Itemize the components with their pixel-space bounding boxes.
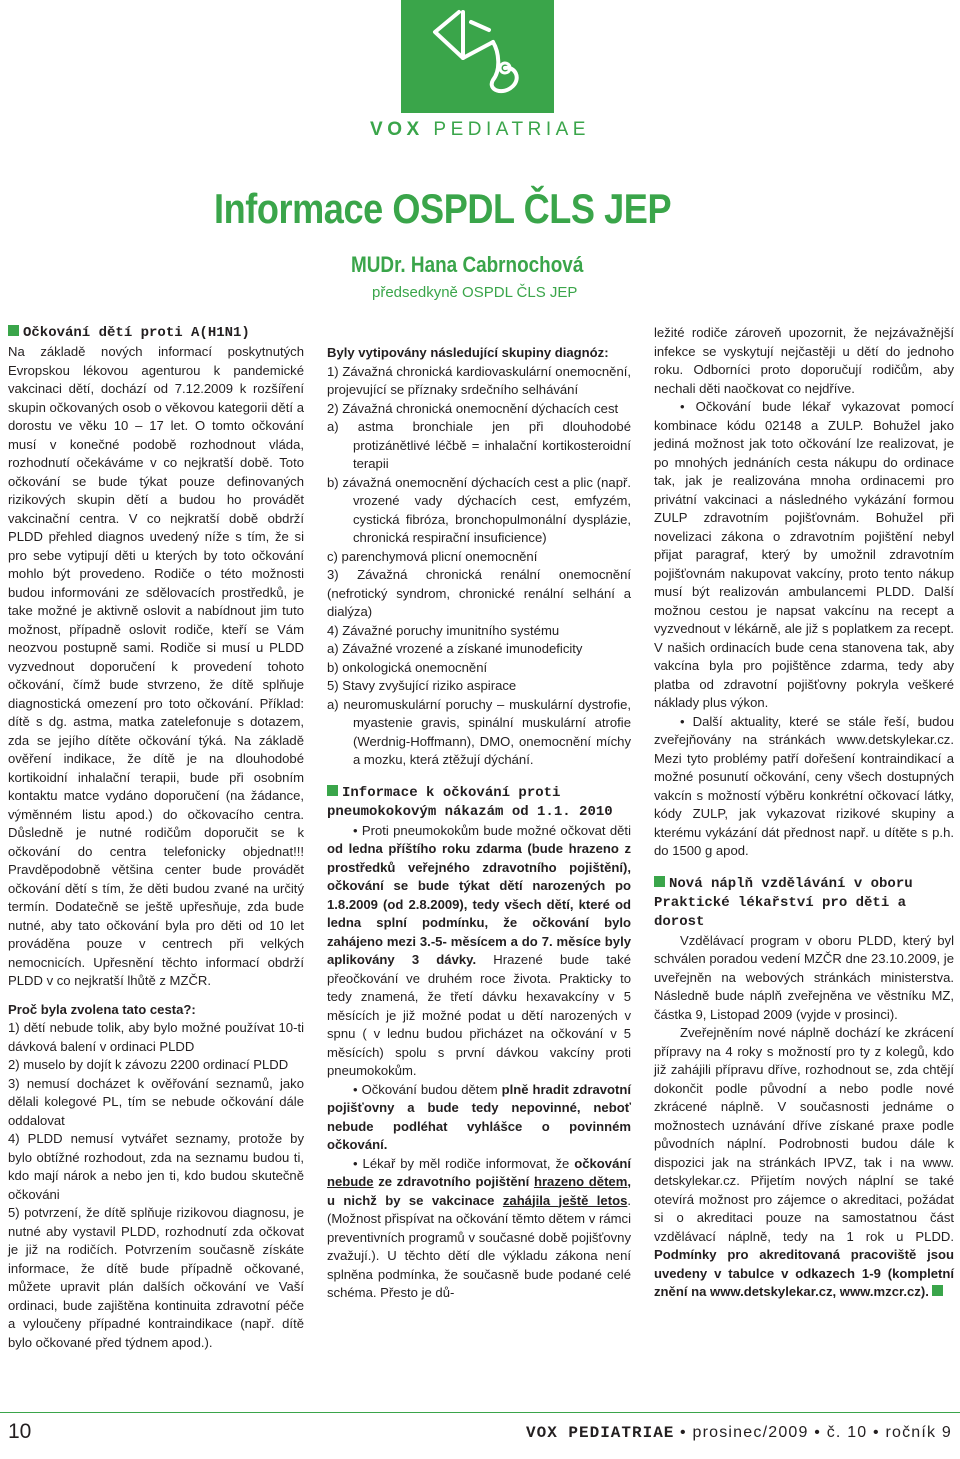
why-heading: Proč byla zvolena tato cesta?:: [8, 1001, 196, 1017]
pneumo-paragraph-3: • Lékař by měl rodiče informovat, že očkování nebude ze zdravotního pojištění hrazeno dětem, u nichž by se vakcinace zahájila ještě letos. (Možnost přispívat na očkování těmto dětem v rámci preventivních programů v současné době pojišťovny zvažují.). U těchto dětí dle výkladu zákona není splněna podmínka, že současně bude podané celé schéma. Přesto je dů-: [327, 1155, 631, 1303]
logo: [401, 0, 554, 113]
section-heading-h1n1: Očkování dětí proti A(H1N1): [8, 324, 304, 343]
page-footer: [0, 1410, 960, 1459]
diag-item: b) závažná onemocnění dýchacích cest a plic (např. vrozené vady dýchacích cest, emfyzém, cystická fibróza, bronchopulmonální dysplázie, chronická respirační insuficience): [327, 474, 631, 545]
diag-item: a) neuromuskulární poruchy – muskulární dystrofie, myastenie gravis, spinální muskulární atrofie (Werdnig-Hoffmann), DMO, onemocnění míchy a mozku, která ztěžují dýchání.: [327, 696, 631, 767]
pneumo-paragraph-2: • Očkování budou dětem plně hradit zdravotní pojišťovny a bude tedy nepovinné, neboť nebude podléhat vyhlášce o povinném očkování.: [327, 1081, 631, 1155]
education-paragraph-2: Zveřejněním nové náplně dochází ke zkrácení přípravy na 4 roky s možností pro ty z kolegů, kdo již zahájili přípravu dříve, rozhodnout se, zda chtějí dokončit podle původní a nebo podle nové zkrácené náplně. V současnosti jednáme o možnostech uznávání dříve získané praxe podle původních náplní. Podrobnosti budou dále k dispozici jak na stránkách IPVZ, tak i na www. detskylekar.cz. Přijetím nových náplní se také otevírá možnost pro zájemce o akreditaci, požádat si o akreditaci pouze na samostatnou část vzdělávací náplně, tedy na 1 rok u PLDD. Podmínky pro akreditovaná pracoviště jsou uvedeny v tabulce v odkazech 1-9 (kompletní znění na www.detskylekar.cz, www.mzcr.cz).: [654, 1025, 954, 1299]
diag-item: a) astma bronchiale jen při dlouhodobé protizánětlivé léčbě = inhalační kortikosteroidní terapii: [327, 419, 631, 471]
paragraph-h1n1: Na základě nových informací poskytnutých Evropskou lékovou agenturou k pandemické vakcinaci dětí, dochází od 7.12.2009 k rozšíření skupin očkovaných osob o věkovou kategorii dětí a dorostu ve věku 10 – 17 let. O tomto očkování musí v konečné podobě rozhodnout vláda, rozhodnutí očekáváme v co nejkratší době. Toto očkování se bude týkat pouze definovaných rizikových skupin dětí a budou ho provádět vakcinační centra. V co nejkratší době obdrží PLDD přehled diagnos uvedený níže s tím, že si pro sebe vytipují děti u kterých by toto očkování mohlo být provedeno. Rodiče o této možnosti budou informováni ze sdělovacích prostředků, je take možné je aktivně oslovit a nabídnout jim tuto možnost, případně oslovit rodiče, kteří se Vám neozvou postupně sami. Rodiče si musí u PLDD vyzvednout doporučení k provedení tohoto očkování, čímž bude stvrzeno, že dítě splňuje diagnostická omezení pro toto očkování. Příklad: dítě s dg. astma, matka zatelefonuje s dotazem, zda se jejího dítěte očkování týká. Na základě ověření indikace, že dítě je na dlouhodobé kortikoidní inhalační terapii, bude při osobním kontaktu matce vydáno doporučení (na žádance, výměnném listu apod.) do očkovacího centra. Důsledně je nutné rodičům doporučit se k očkování do centra telefonicky objednat!!! Pravděpodobně většina center bude provádět očkování dětí s tím, že děti budou zvané na určitý termín. Dodatečně se ještě upřesňuje, zda bude nutné, aby tato očkování byla pro děti od 10 let prováděna pouze v centrech při velkých nemocnicích. Upřesnění těchto informací obdrží PLDD v co nejkratší lhůtě z MZČR.: [8, 344, 304, 988]
author-name: MUDr. Hana Cabrnochová: [351, 252, 584, 277]
footer-divider: [0, 1412, 960, 1413]
footer-journal: VOX PEDIATRIAE • prosinec/2009 • č. 10 • ročník 9: [525, 1424, 952, 1442]
diag-item: 3) Závažná chronická renální onemocnění (nefrotický syndrom, chronické renální selhání a dialýza): [327, 567, 631, 619]
section-heading-pneumo: Informace k očkování proti pneumokokovým nákazám od 1.1. 2010: [327, 784, 613, 820]
diag-item: a) Závažné vrozené a získané imunodeficity: [327, 641, 583, 656]
why-item-1: 1) dětí nebude tolik, aby bylo možné používat 10-ti dávková balení v ordinaci PLDD: [8, 1020, 304, 1054]
square-bullet-icon: [8, 325, 19, 336]
square-bullet-icon: [654, 876, 665, 887]
paragraph-continued: ležité rodiče zároveň upozornit, že nejzávažnější infekce se vyskytují nejčastěji u dětí do jednoho roku. Odborníci proto doporučují rodičům, aby nechali děti naočkovat co nejdříve.: [654, 325, 954, 396]
column-3: [654, 324, 954, 1302]
paragraph-zulp: • Očkování bude lékař vykazovat pomocí kombinace kódu 02148 a ZULP. Bohužel jako jediná možnost jak toto očkování lze realizovat, je po mnohých jednáních cesta nákupu do ordinace tak, jak je realizována mnoha ordinacemi pro privátní vakcinaci a následného vykázání formou ZULP zdravotním pojišťovnám. Bohužel při novelizaci zákona o zdravotním pojištění nebyl přijat paragraf, který by umožnil zdravotním pojišťovnám nakupovat vakcíny, proto tento nákup musí být realizován ambulancemi PLDD. Další možnou cestou je napsat vakcínu na recept a vyzvednout v lékárně, ale již s poplatkem za recept. V našich ordinacích bude cena stanovena tak, aby vakcína byla pro pojištěnce zdarma, tedy aby platba od zdravotní pojišťovny pokryla veškeré náklady plus výkon.: [654, 398, 954, 713]
education-paragraph-1: Vzdělávací program v oboru PLDD, který byl schválen poradou vedení MZČR dne 23.10.2009, je uveřejněn na webových stránkách ministerstva. Následně bude náplň zveřejněna ve věstníku MZ, částka 9, Listopad 2009 (vyjde v prosinci).: [654, 932, 954, 1022]
square-bullet-icon: [327, 785, 338, 796]
diag-item: 4) Závažné poruchy imunitního systému: [327, 622, 560, 638]
why-item-5: 5) potvrzení, že dítě splňuje rizikovou diagnosu, je nutné aby vystavil PLDD, rozhodnutí zda očkovat je již na rodičích. Potvrzením současně získáte informace, že dítě bude případně očkované, můžete upravit plán dalších očkování ve Vaší ordinaci, bude zajištěna kontinuita zdravotní péče a vyloučeny případné kontraindikace (např. dítě bylo očkované před týdnem apod.).: [8, 1205, 304, 1350]
diag-item: b) onkologická onemocnění: [327, 659, 488, 675]
why-item-3: 3) nemusí docházet k ověřování seznamů, jako dělali kolegové PL, tím se nebude očkování dále oddalovat: [8, 1075, 304, 1128]
why-item-4: 4) PLDD nemusí vytvářet seznamy, protože by bylo obtížné rozhodout, zda na seznamu budou ti, kdo mají nárok a nebo jen ti, kdo budou skutečně očkováni: [8, 1131, 304, 1202]
diag-item: c) parenchymová plicní onemocnění: [327, 548, 538, 564]
page-number: 10: [8, 1420, 32, 1443]
page-title: Informace OSPDL ČLS JEP: [214, 185, 672, 232]
author-role: předsedkyně OSPDL ČLS JEP: [372, 284, 578, 301]
square-bullet-icon: [932, 1285, 943, 1296]
diag-item: 2) Závažná chronická onemocnění dýchacích cest: [327, 400, 619, 416]
section-heading-education: Nová náplň vzdělávání v oboru Praktické lékařství pro děti a dorost: [654, 875, 913, 930]
logo-stethoscope-icon: [401, 0, 554, 113]
diag-item: 5) Stavy zvyšující riziko aspirace: [327, 678, 517, 693]
column-1: [8, 324, 304, 1352]
column-2: [327, 344, 631, 1303]
why-item-2: 2) muselo by dojít k závozu 2200 ordinací PLDD: [8, 1057, 289, 1072]
diag-item: 1) Závažná chronická kardiovaskulární onemocnění, projevující se příznaky srdečního selhávání: [327, 363, 631, 397]
brand-name: VOX PEDIATRIAE: [370, 119, 590, 140]
paragraph-aktuality: • Další aktuality, které se stále řeší, budou zveřejňovány na stránkách www.detskylekar.cz. Mezi tyto problémy patří dořešení kontraindikací a možné posunutí očkování, ceny všech dostupných vakcín s možností výběru konkrétní očkovací látky, kódy ZULP, jak vykazovat rizikové skupiny a kterému vykázání dát přednost např. u dítěte s p.h. do 1500 g apod.: [654, 713, 954, 861]
diagnoses-heading: Byly vytipovány následující skupiny diagnóz:: [327, 345, 609, 360]
pneumo-paragraph-1: • Proti pneumokokům bude možné očkovat děti od ledna příštího roku zdarma (bude hrazeno z prostředků veřejného zdravotního pojištění), očkování se bude týkat dětí narozených po 1.8.2009 (od 2.8.2009), tedy všech dětí, které od ledna splní podmínku, že očkování bylo zahájeno mezi 3.-5- měsícem a do 7. měsíce byly aplikovány 3 dávky. Hrazené bude také přeočkování ve druhém roce života. Prakticky to tedy znamená, že třetí dávku hexavakcíny v 5 měsících je již možné podat u dětí narozených v spnu ( v lednu budou přicházet na očkování v 5 měsících) spolu s první dávkou vakcíny proti pneumokokům.: [327, 822, 631, 1081]
